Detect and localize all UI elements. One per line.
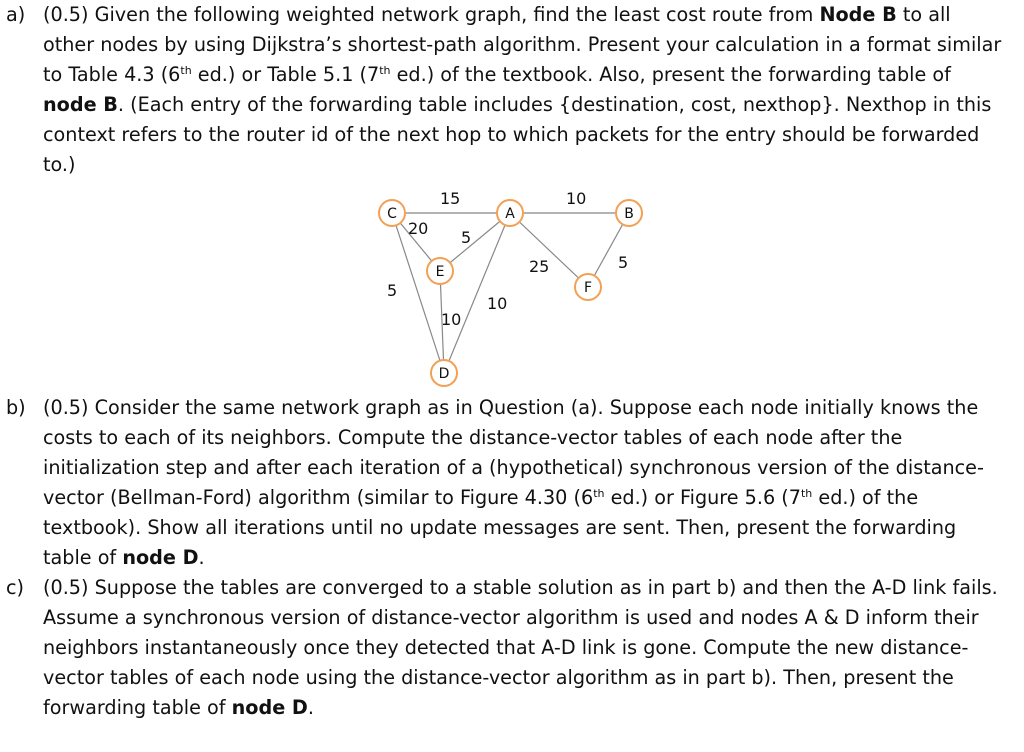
question-c (6, 573, 1006, 723)
question-b (6, 393, 1006, 573)
question-a-text-3: ed.) or Table 5.1 (7 (197, 63, 380, 86)
node-c (379, 200, 405, 226)
edge-a-d (444, 213, 510, 373)
edge-label-a-b: 10 (566, 189, 587, 208)
question-b-text (43, 393, 1003, 573)
edge-label-a-d: 10 (487, 294, 508, 313)
superscript-th: th (593, 487, 605, 500)
node-e-label: E (435, 264, 445, 280)
network-graph (370, 182, 660, 392)
question-c-text (43, 573, 1003, 723)
question-c-text-1: Suppose the tables are converged to a stable solution as in part b) and then the A-D link fails. Assume a synchronous version of distance-vector algorithm is used and nodes A & D inform their neighbors instantaneously once they detected that A-D link is gone. Compute the new distance-vector tables of each node using the distance-vector algorithm as in part b). Then, present the forwarding table of (43, 576, 998, 719)
question-a-node-b-2: node B (43, 93, 118, 116)
edge-label-e-a: 5 (461, 228, 472, 247)
question-c-node-d: node D (231, 696, 308, 719)
question-a-text (43, 0, 1003, 180)
question-a-text-1: Given the following weighted network graph, find the least cost route from (94, 3, 814, 26)
node-d-label: D (438, 366, 450, 382)
node-f (575, 274, 601, 300)
node-b-label: B (624, 206, 634, 222)
question-b-text-3: ed.) of the textbook). Show all iterations until no update messages are sent. Then, present the forwarding table of (43, 486, 957, 569)
question-b-node-d: node D (122, 546, 199, 569)
question-c-points: (0.5) (43, 576, 89, 599)
superscript-th: th (180, 64, 192, 77)
node-f-label: F (583, 280, 593, 296)
question-a-text-4: ed.) of the textbook. Also, present the forwarding table of (396, 63, 951, 86)
node-d (431, 360, 457, 386)
edge-label-c-d: 5 (387, 281, 398, 300)
question-c-letter: c) (6, 576, 25, 599)
network-graph-svg (370, 182, 660, 392)
question-a (6, 0, 1006, 180)
question-b-letter: b) (6, 396, 26, 419)
node-b (616, 200, 642, 226)
edge-label-a-f: 25 (529, 257, 550, 276)
question-b-text-4: . (198, 546, 205, 569)
question-b-text-2: ed.) or Figure 5.6 (7 (610, 486, 801, 509)
question-b-points: (0.5) (43, 396, 89, 419)
edge-label-c-e: 20 (408, 219, 429, 238)
edge-label-f-b: 5 (618, 253, 629, 272)
question-a-letter: a) (6, 3, 26, 26)
question-a-node-b: Node B (819, 3, 897, 26)
node-a-label: A (505, 206, 515, 222)
question-a-text-2: to all other nodes by using Dijkstra’s shortest-path algorithm. Present your calculation in a format similar to Table 4.3 (6 (43, 3, 1002, 86)
question-a-text-5: . (Each entry of the forwarding table includes {destination, cost, nexthop}. Nexthop in this context refers to the router id of the next hop to which packets for the entry should be forwarded to.) (43, 93, 992, 176)
question-b-text-1: Consider the same network graph as in Question (a). Suppose each node initially knows the costs to each of its neighbors. Compute the distance-vector tables of each node after the initialization step and after each iteration of a (hypothetical) synchronous version of the distance-vector (Bellman-Ford) algorithm (similar to Figure 4.30 (6 (43, 396, 984, 509)
node-e (427, 258, 453, 284)
edge-label-e-d: 10 (441, 310, 462, 329)
question-c-text-2: . (307, 696, 314, 719)
node-c-label: C (387, 206, 397, 222)
node-a (497, 200, 523, 226)
edge-label-c-a: 15 (440, 189, 461, 208)
superscript-th: th (379, 64, 391, 77)
question-a-points: (0.5) (43, 3, 89, 26)
superscript-th: th (800, 487, 813, 500)
